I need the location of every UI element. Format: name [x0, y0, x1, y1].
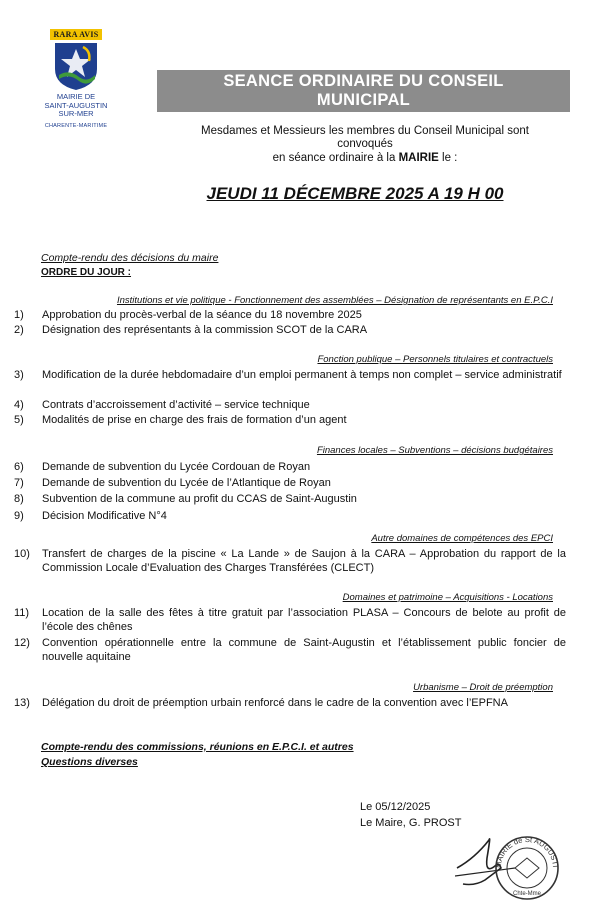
section-title: Domaines et patrimoine – Acquisitions - Locations: [342, 592, 553, 603]
section-title: Fonction publique – Personnels titulaires et contractuels: [317, 354, 553, 365]
section-title: Finances locales – Subventions – décisions budgétaires: [316, 445, 553, 456]
municipal-logo: [28, 28, 124, 136]
section-title: Institutions et vie politique - Fonctionnement des assemblées – Désignation de représentants en E.P.C.I: [116, 295, 553, 306]
stamp-icon: [455, 828, 565, 903]
section-title: Autre domaines de compétences des EPCI: [371, 533, 553, 544]
mayor-stamp: [455, 828, 565, 906]
compte-rendu-maire: Compte-rendu des décisions du maire: [41, 252, 219, 264]
title-line-2: MUNICIPAL: [316, 91, 411, 109]
svg-text:Chte-Mme: Chte-Mme: [512, 891, 542, 897]
questions-diverses: Questions diverses: [41, 756, 138, 768]
title-banner: [157, 70, 570, 112]
logo-motto: RARA AVIS: [50, 29, 101, 40]
compte-rendu-commissions: Compte-rendu des commissions, réunions en E.P.C.I. et autres: [41, 741, 354, 753]
logo-town-name: MAIRIE DE SAINT-AUGUSTIN SUR-MER: [44, 92, 108, 118]
intro-line-2: convoqués: [337, 138, 393, 150]
svg-text:MAIRIE de St AUGUSTIN: MAIRIE de St AUGUSTI: [493, 834, 561, 869]
title-line-1: SEANCE ORDINAIRE DU CONSEIL: [223, 72, 504, 90]
meeting-date: JEUDI 11 DÉCEMBRE 2025 A 19 H 00: [206, 184, 504, 203]
signature-date: Le 05/12/2025: [360, 801, 431, 813]
section-title: Urbanisme – Droit de préemption: [413, 682, 553, 693]
intro-line-1: Mesdames et Messieurs les membres du Conseil Municipal sont: [201, 125, 529, 137]
ordre-du-jour-heading: ORDRE DU JOUR :: [41, 267, 132, 278]
signature-block: [360, 799, 461, 831]
coat-of-arms-icon: [53, 41, 99, 91]
logo-department: CHARENTE-MARITIME: [44, 122, 108, 129]
intro-line-3: en séance ordinaire à la MAIRIE le :: [272, 152, 458, 164]
signature-name: Le Maire, G. PROST: [360, 817, 462, 829]
